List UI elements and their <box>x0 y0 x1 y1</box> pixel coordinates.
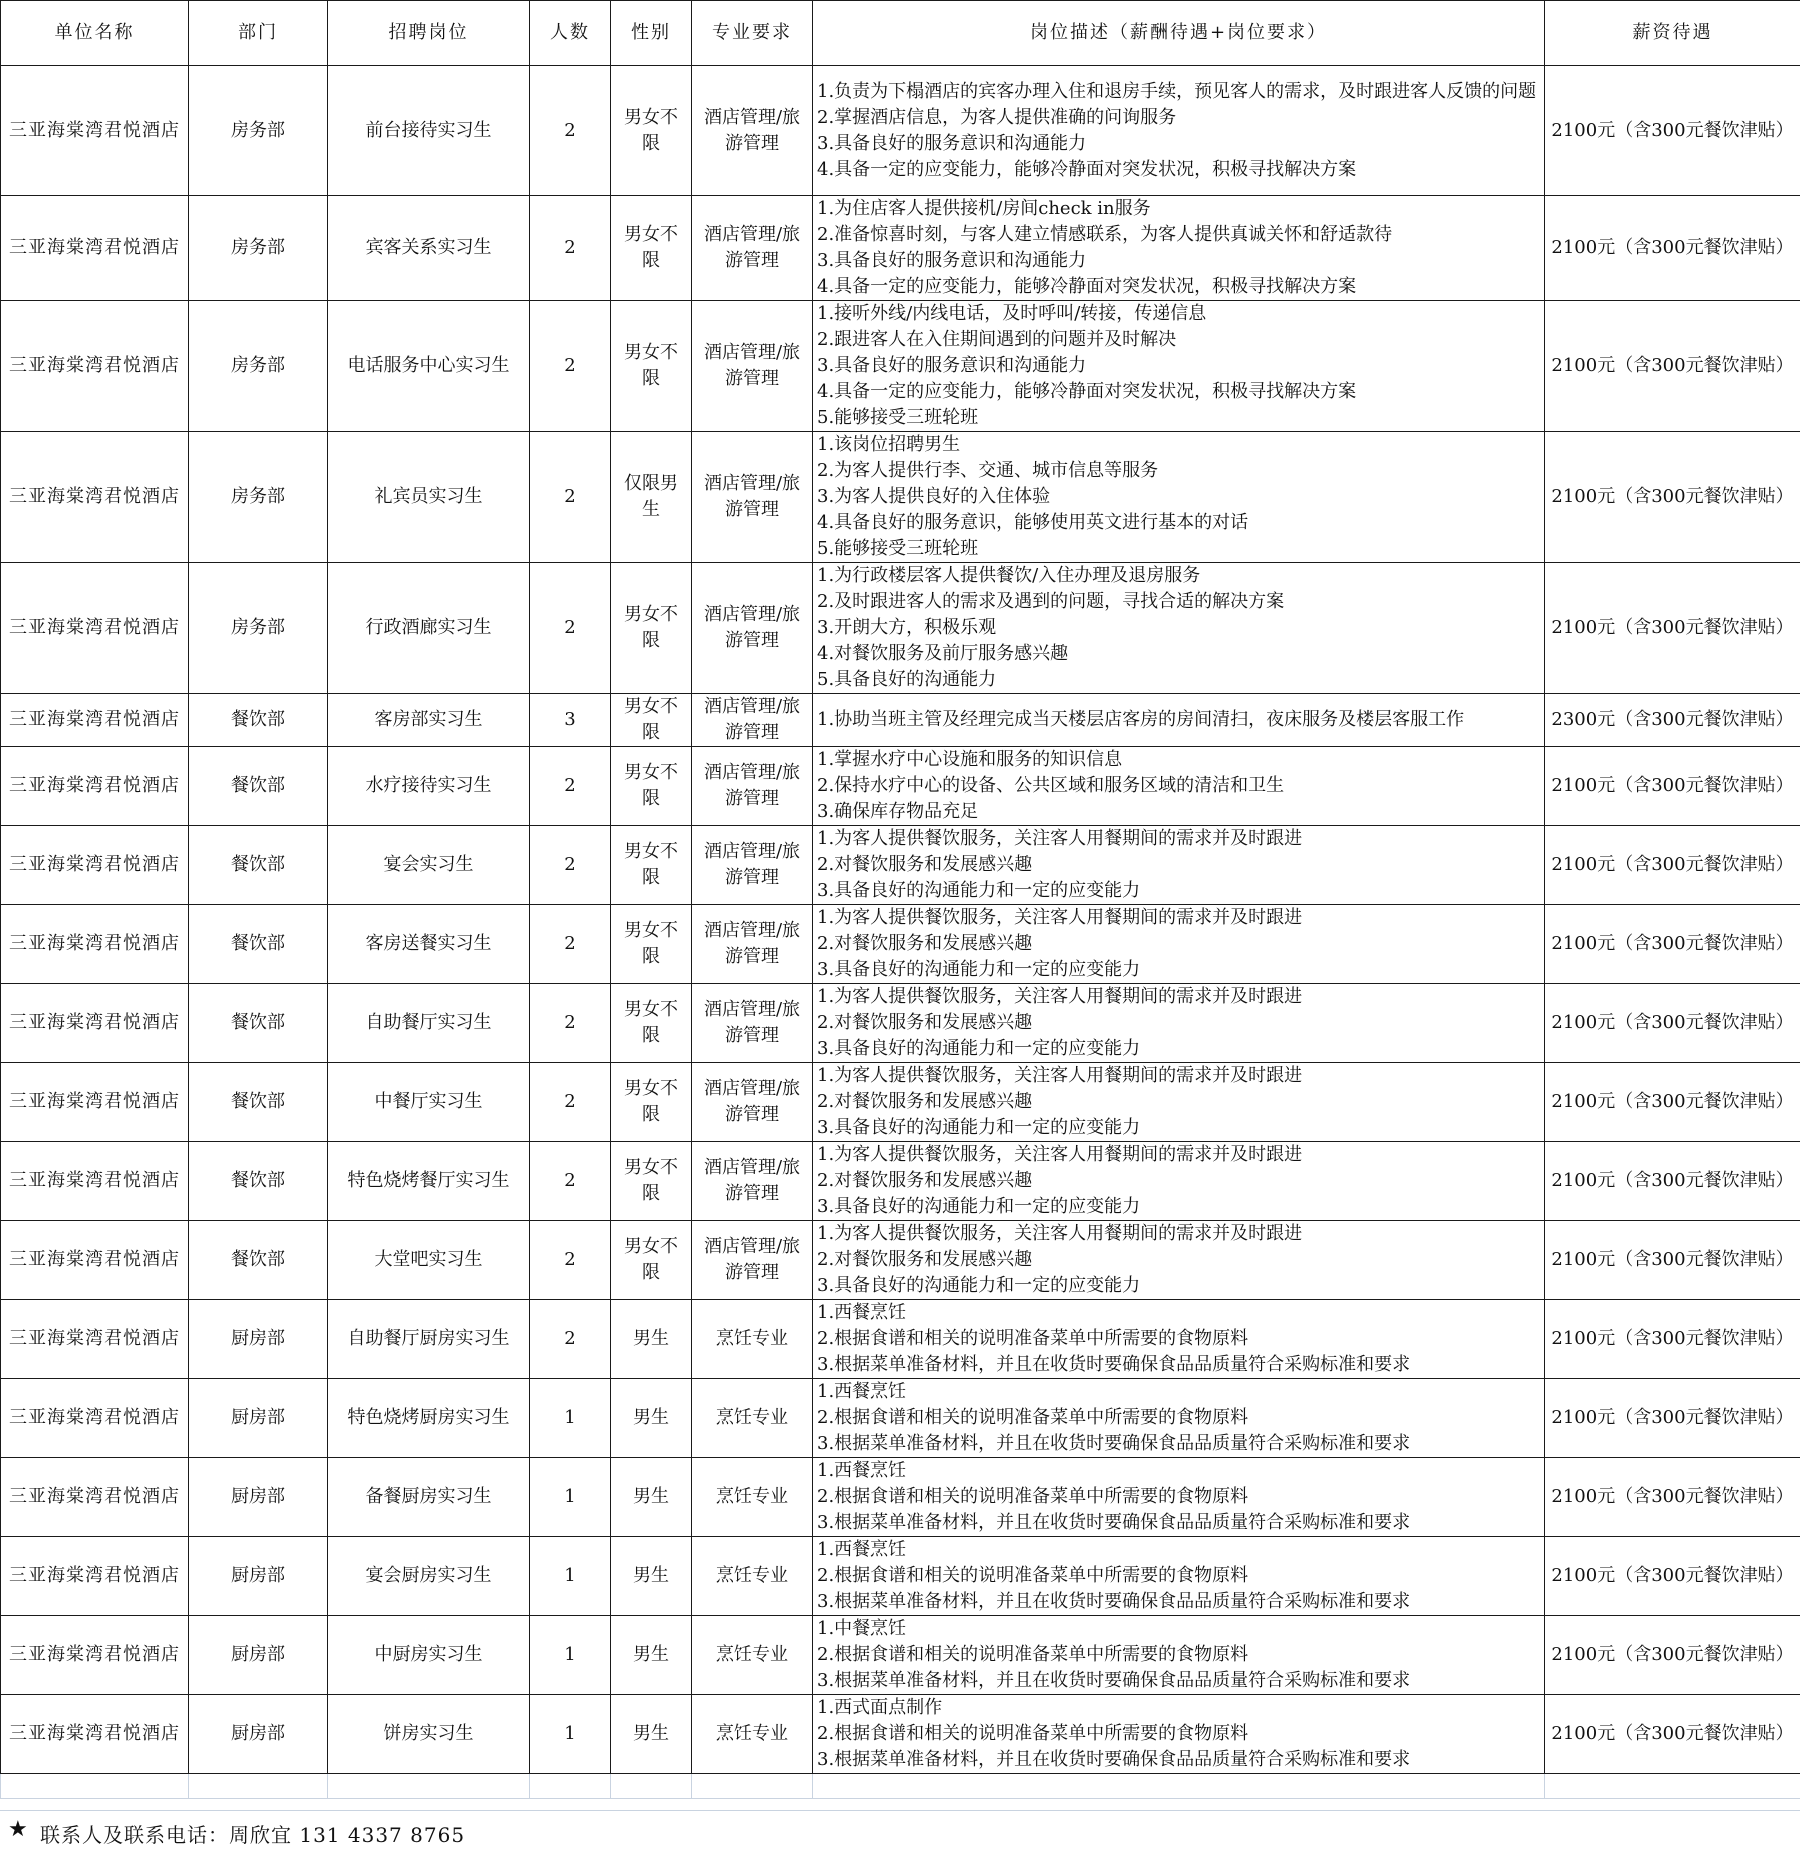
dept-cell: 房务部 <box>189 196 328 301</box>
header-cell: 单位名称 <box>1 1 189 66</box>
dept-cell: 厨房部 <box>189 1458 328 1537</box>
count-cell: 3 <box>530 694 611 747</box>
gender-cell: 男女不限 <box>611 694 692 747</box>
salary-cell: 2100元（含300元餐饮津贴） <box>1545 984 1800 1063</box>
post-cell: 特色烧烤厨房实习生 <box>328 1379 530 1458</box>
count-cell: 2 <box>530 301 611 432</box>
dept-cell: 餐饮部 <box>189 747 328 826</box>
gender-cell: 男女不限 <box>611 984 692 1063</box>
description-cell: 1.为行政楼层客人提供餐饮/入住办理及退房服务 2.及时跟进客人的需求及遇到的问题，寻找合适的解决方案 3.开朗大方，积极乐观 4.对餐饮服务及前厅服务感兴趣 5.具备良好的沟通能力 <box>813 563 1545 694</box>
description-cell: 1.负责为下榻酒店的宾客办理入住和退房手续，预见客人的需求，及时跟进客人反馈的问题 2.掌握酒店信息，为客人提供准确的问询服务 3.具备良好的服务意识和沟通能力 4.具备一定的应变能力，能够冷静面对突发状况，积极寻找解决方案 <box>813 66 1545 196</box>
major-cell: 酒店管理/旅游管理 <box>692 984 813 1063</box>
dept-cell: 厨房部 <box>189 1616 328 1695</box>
major-cell: 酒店管理/旅游管理 <box>692 301 813 432</box>
blank-cell <box>692 1774 813 1799</box>
table-row <box>1 66 1800 196</box>
post-cell: 前台接待实习生 <box>328 66 530 196</box>
gender-cell: 男女不限 <box>611 196 692 301</box>
count-cell: 2 <box>530 196 611 301</box>
table-row <box>1 301 1800 432</box>
salary-cell: 2100元（含300元餐饮津贴） <box>1545 1142 1800 1221</box>
gender-cell: 男生 <box>611 1379 692 1458</box>
dept-cell: 房务部 <box>189 563 328 694</box>
unit-cell: 三亚海棠湾君悦酒店 <box>1 563 189 694</box>
salary-cell: 2100元（含300元餐饮津贴） <box>1545 1379 1800 1458</box>
count-cell: 2 <box>530 66 611 196</box>
gender-cell: 男生 <box>611 1616 692 1695</box>
post-cell: 宾客关系实习生 <box>328 196 530 301</box>
gender-cell: 男女不限 <box>611 1221 692 1300</box>
table-row <box>1 694 1800 747</box>
gender-cell: 男生 <box>611 1458 692 1537</box>
description-cell: 1.为客人提供餐饮服务，关注客人用餐期间的需求并及时跟进 2.对餐饮服务和发展感兴趣 3.具备良好的沟通能力和一定的应变能力 <box>813 1142 1545 1221</box>
table-row <box>1 1458 1800 1537</box>
description-cell: 1.西式面点制作 2.根据食谱和相关的说明准备菜单中所需要的食物原料 3.根据菜单准备材料，并且在收货时要确保食品品质量符合采购标准和要求 <box>813 1695 1545 1774</box>
table-row <box>1 984 1800 1063</box>
dept-cell: 餐饮部 <box>189 694 328 747</box>
unit-cell: 三亚海棠湾君悦酒店 <box>1 301 189 432</box>
count-cell: 1 <box>530 1616 611 1695</box>
table-row <box>1 1695 1800 1774</box>
major-cell: 酒店管理/旅游管理 <box>692 1221 813 1300</box>
post-cell: 宴会厨房实习生 <box>328 1537 530 1616</box>
blank-cell <box>328 1774 530 1799</box>
description-cell: 1.为客人提供餐饮服务，关注客人用餐期间的需求并及时跟进 2.对餐饮服务和发展感兴趣 3.具备良好的沟通能力和一定的应变能力 <box>813 1063 1545 1142</box>
blank-cell <box>1545 1774 1800 1799</box>
major-cell: 酒店管理/旅游管理 <box>692 1142 813 1221</box>
table-row <box>1 747 1800 826</box>
post-cell: 礼宾员实习生 <box>328 432 530 563</box>
post-cell: 水疗接待实习生 <box>328 747 530 826</box>
dept-cell: 房务部 <box>189 432 328 563</box>
salary-cell: 2100元（含300元餐饮津贴） <box>1545 563 1800 694</box>
salary-cell: 2100元（含300元餐饮津贴） <box>1545 1221 1800 1300</box>
post-cell: 自助餐厅实习生 <box>328 984 530 1063</box>
salary-cell: 2100元（含300元餐饮津贴） <box>1545 1063 1800 1142</box>
header-cell: 部门 <box>189 1 328 66</box>
unit-cell: 三亚海棠湾君悦酒店 <box>1 747 189 826</box>
table-row <box>1 1063 1800 1142</box>
post-cell: 大堂吧实习生 <box>328 1221 530 1300</box>
header-cell: 专业要求 <box>692 1 813 66</box>
description-cell: 1.西餐烹饪 2.根据食谱和相关的说明准备菜单中所需要的食物原料 3.根据菜单准备材料，并且在收货时要确保食品品质量符合采购标准和要求 <box>813 1537 1545 1616</box>
major-cell: 酒店管理/旅游管理 <box>692 563 813 694</box>
blank-cell <box>611 1774 692 1799</box>
gender-cell: 男生 <box>611 1300 692 1379</box>
major-cell: 酒店管理/旅游管理 <box>692 747 813 826</box>
unit-cell: 三亚海棠湾君悦酒店 <box>1 826 189 905</box>
dept-cell: 厨房部 <box>189 1695 328 1774</box>
count-cell: 2 <box>530 1221 611 1300</box>
count-cell: 2 <box>530 1142 611 1221</box>
dept-cell: 餐饮部 <box>189 984 328 1063</box>
unit-cell: 三亚海棠湾君悦酒店 <box>1 66 189 196</box>
post-cell: 自助餐厅厨房实习生 <box>328 1300 530 1379</box>
dept-cell: 餐饮部 <box>189 1142 328 1221</box>
count-cell: 1 <box>530 1458 611 1537</box>
salary-cell: 2100元（含300元餐饮津贴） <box>1545 905 1800 984</box>
major-cell: 烹饪专业 <box>692 1616 813 1695</box>
header-row <box>1 1 1800 66</box>
major-cell: 酒店管理/旅游管理 <box>692 905 813 984</box>
description-cell: 1.西餐烹饪 2.根据食谱和相关的说明准备菜单中所需要的食物原料 3.根据菜单准备材料，并且在收货时要确保食品品质量符合采购标准和要求 <box>813 1379 1545 1458</box>
unit-cell: 三亚海棠湾君悦酒店 <box>1 1142 189 1221</box>
header-cell: 薪资待遇 <box>1545 1 1800 66</box>
count-cell: 2 <box>530 432 611 563</box>
description-cell: 1.为客人提供餐饮服务，关注客人用餐期间的需求并及时跟进 2.对餐饮服务和发展感兴趣 3.具备良好的沟通能力和一定的应变能力 <box>813 826 1545 905</box>
table-row <box>1 1300 1800 1379</box>
unit-cell: 三亚海棠湾君悦酒店 <box>1 1537 189 1616</box>
post-cell: 客房部实习生 <box>328 694 530 747</box>
major-cell: 酒店管理/旅游管理 <box>692 196 813 301</box>
salary-cell: 2100元（含300元餐饮津贴） <box>1545 66 1800 196</box>
unit-cell: 三亚海棠湾君悦酒店 <box>1 905 189 984</box>
star-icon: ★ <box>8 1817 28 1842</box>
gender-cell: 男生 <box>611 1537 692 1616</box>
salary-cell: 2300元（含300元餐饮津贴） <box>1545 694 1800 747</box>
salary-cell: 2100元（含300元餐饮津贴） <box>1545 1695 1800 1774</box>
major-cell: 烹饪专业 <box>692 1537 813 1616</box>
count-cell: 2 <box>530 984 611 1063</box>
gender-cell: 仅限男生 <box>611 432 692 563</box>
gender-cell: 男女不限 <box>611 1142 692 1221</box>
salary-cell: 2100元（含300元餐饮津贴） <box>1545 747 1800 826</box>
dept-cell: 房务部 <box>189 301 328 432</box>
post-cell: 客房送餐实习生 <box>328 905 530 984</box>
major-cell: 烹饪专业 <box>692 1300 813 1379</box>
count-cell: 2 <box>530 563 611 694</box>
table-row <box>1 1616 1800 1695</box>
header-cell: 招聘岗位 <box>328 1 530 66</box>
blank-cell <box>1 1774 189 1799</box>
salary-cell: 2100元（含300元餐饮津贴） <box>1545 301 1800 432</box>
dept-cell: 餐饮部 <box>189 1063 328 1142</box>
unit-cell: 三亚海棠湾君悦酒店 <box>1 1616 189 1695</box>
description-cell: 1.为客人提供餐饮服务，关注客人用餐期间的需求并及时跟进 2.对餐饮服务和发展感兴趣 3.具备良好的沟通能力和一定的应变能力 <box>813 984 1545 1063</box>
table-row <box>1 1379 1800 1458</box>
major-cell: 烹饪专业 <box>692 1379 813 1458</box>
contact-info: 联系人及联系电话：周欣宜 131 4337 8765 <box>40 1819 465 1848</box>
unit-cell: 三亚海棠湾君悦酒店 <box>1 1379 189 1458</box>
post-cell: 饼房实习生 <box>328 1695 530 1774</box>
gender-cell: 男女不限 <box>611 66 692 196</box>
description-cell: 1.中餐烹饪 2.根据食谱和相关的说明准备菜单中所需要的食物原料 3.根据菜单准备材料，并且在收货时要确保食品品质量符合采购标准和要求 <box>813 1616 1545 1695</box>
gender-cell: 男女不限 <box>611 747 692 826</box>
post-cell: 宴会实习生 <box>328 826 530 905</box>
major-cell: 烹饪专业 <box>692 1458 813 1537</box>
unit-cell: 三亚海棠湾君悦酒店 <box>1 694 189 747</box>
post-cell: 中餐厅实习生 <box>328 1063 530 1142</box>
description-cell: 1.为客人提供餐饮服务，关注客人用餐期间的需求并及时跟进 2.对餐饮服务和发展感兴趣 3.具备良好的沟通能力和一定的应变能力 <box>813 905 1545 984</box>
table-row <box>1 432 1800 563</box>
post-cell: 电话服务中心实习生 <box>328 301 530 432</box>
table-row <box>1 196 1800 301</box>
dept-cell: 餐饮部 <box>189 905 328 984</box>
blank-cell <box>813 1774 1545 1799</box>
major-cell: 酒店管理/旅游管理 <box>692 694 813 747</box>
post-cell: 行政酒廊实习生 <box>328 563 530 694</box>
count-cell: 1 <box>530 1537 611 1616</box>
dept-cell: 厨房部 <box>189 1379 328 1458</box>
major-cell: 酒店管理/旅游管理 <box>692 432 813 563</box>
dept-cell: 餐饮部 <box>189 1221 328 1300</box>
header-cell: 性别 <box>611 1 692 66</box>
post-cell: 中厨房实习生 <box>328 1616 530 1695</box>
major-cell: 酒店管理/旅游管理 <box>692 66 813 196</box>
post-cell: 特色烧烤餐厅实习生 <box>328 1142 530 1221</box>
unit-cell: 三亚海棠湾君悦酒店 <box>1 1221 189 1300</box>
dept-cell: 厨房部 <box>189 1300 328 1379</box>
salary-cell: 2100元（含300元餐饮津贴） <box>1545 1537 1800 1616</box>
header-cell: 人数 <box>530 1 611 66</box>
blank-cell <box>530 1774 611 1799</box>
count-cell: 2 <box>530 1063 611 1142</box>
salary-cell: 2100元（含300元餐饮津贴） <box>1545 826 1800 905</box>
gender-cell: 男女不限 <box>611 905 692 984</box>
dept-cell: 厨房部 <box>189 1537 328 1616</box>
salary-cell: 2100元（含300元餐饮津贴） <box>1545 432 1800 563</box>
salary-cell: 2100元（含300元餐饮津贴） <box>1545 1458 1800 1537</box>
unit-cell: 三亚海棠湾君悦酒店 <box>1 1458 189 1537</box>
table-body <box>1 66 1800 1799</box>
count-cell: 1 <box>530 1695 611 1774</box>
description-cell: 1.为客人提供餐饮服务，关注客人用餐期间的需求并及时跟进 2.对餐饮服务和发展感兴趣 3.具备良好的沟通能力和一定的应变能力 <box>813 1221 1545 1300</box>
salary-cell: 2100元（含300元餐饮津贴） <box>1545 1300 1800 1379</box>
table-row <box>1 1221 1800 1300</box>
blank-row <box>1 1774 1800 1799</box>
salary-cell: 2100元（含300元餐饮津贴） <box>1545 1616 1800 1695</box>
table-row <box>1 563 1800 694</box>
unit-cell: 三亚海棠湾君悦酒店 <box>1 196 189 301</box>
gender-cell: 男女不限 <box>611 563 692 694</box>
major-cell: 酒店管理/旅游管理 <box>692 826 813 905</box>
table-row <box>1 905 1800 984</box>
contact-footer <box>0 1810 1800 1850</box>
gender-cell: 男女不限 <box>611 1063 692 1142</box>
unit-cell: 三亚海棠湾君悦酒店 <box>1 984 189 1063</box>
count-cell: 2 <box>530 1300 611 1379</box>
unit-cell: 三亚海棠湾君悦酒店 <box>1 1695 189 1774</box>
description-cell: 1.协助当班主管及经理完成当天楼层店客房的房间清扫，夜床服务及楼层客服工作 <box>813 694 1545 747</box>
dept-cell: 房务部 <box>189 66 328 196</box>
gender-cell: 男生 <box>611 1695 692 1774</box>
header-cell: 岗位描述（薪酬待遇+岗位要求） <box>813 1 1545 66</box>
description-cell: 1.接听外线/内线电话，及时呼叫/转接，传递信息 2.跟进客人在入住期间遇到的问题并及时解决 3.具备良好的服务意识和沟通能力 4.具备一定的应变能力，能够冷静面对突发状况，积极寻找解决方案 5.能够接受三班轮班 <box>813 301 1545 432</box>
table-row <box>1 1537 1800 1616</box>
table-row <box>1 826 1800 905</box>
description-cell: 1.该岗位招聘男生 2.为客人提供行李、交通、城市信息等服务 3.为客人提供良好的入住体验 4.具备良好的服务意识，能够使用英文进行基本的对话 5.能够接受三班轮班 <box>813 432 1545 563</box>
major-cell: 烹饪专业 <box>692 1695 813 1774</box>
description-cell: 1.西餐烹饪 2.根据食谱和相关的说明准备菜单中所需要的食物原料 3.根据菜单准备材料，并且在收货时要确保食品品质量符合采购标准和要求 <box>813 1300 1545 1379</box>
description-cell: 1.为住店客人提供接机/房间check in服务 2.准备惊喜时刻，与客人建立情感联系，为客人提供真诚关怀和舒适款待 3.具备良好的服务意识和沟通能力 4.具备一定的应变能力，能够冷静面对突发状况，积极寻找解决方案 <box>813 196 1545 301</box>
count-cell: 2 <box>530 826 611 905</box>
major-cell: 酒店管理/旅游管理 <box>692 1063 813 1142</box>
count-cell: 1 <box>530 1379 611 1458</box>
unit-cell: 三亚海棠湾君悦酒店 <box>1 432 189 563</box>
count-cell: 2 <box>530 905 611 984</box>
gender-cell: 男女不限 <box>611 826 692 905</box>
blank-cell <box>189 1774 328 1799</box>
salary-cell: 2100元（含300元餐饮津贴） <box>1545 196 1800 301</box>
table-row <box>1 1142 1800 1221</box>
description-cell: 1.掌握水疗中心设施和服务的知识信息 2.保持水疗中心的设备、公共区域和服务区域的清洁和卫生 3.确保库存物品充足 <box>813 747 1545 826</box>
unit-cell: 三亚海棠湾君悦酒店 <box>1 1063 189 1142</box>
description-cell: 1.西餐烹饪 2.根据食谱和相关的说明准备菜单中所需要的食物原料 3.根据菜单准备材料，并且在收货时要确保食品品质量符合采购标准和要求 <box>813 1458 1545 1537</box>
count-cell: 2 <box>530 747 611 826</box>
gender-cell: 男女不限 <box>611 301 692 432</box>
post-cell: 备餐厨房实习生 <box>328 1458 530 1537</box>
unit-cell: 三亚海棠湾君悦酒店 <box>1 1300 189 1379</box>
dept-cell: 餐饮部 <box>189 826 328 905</box>
